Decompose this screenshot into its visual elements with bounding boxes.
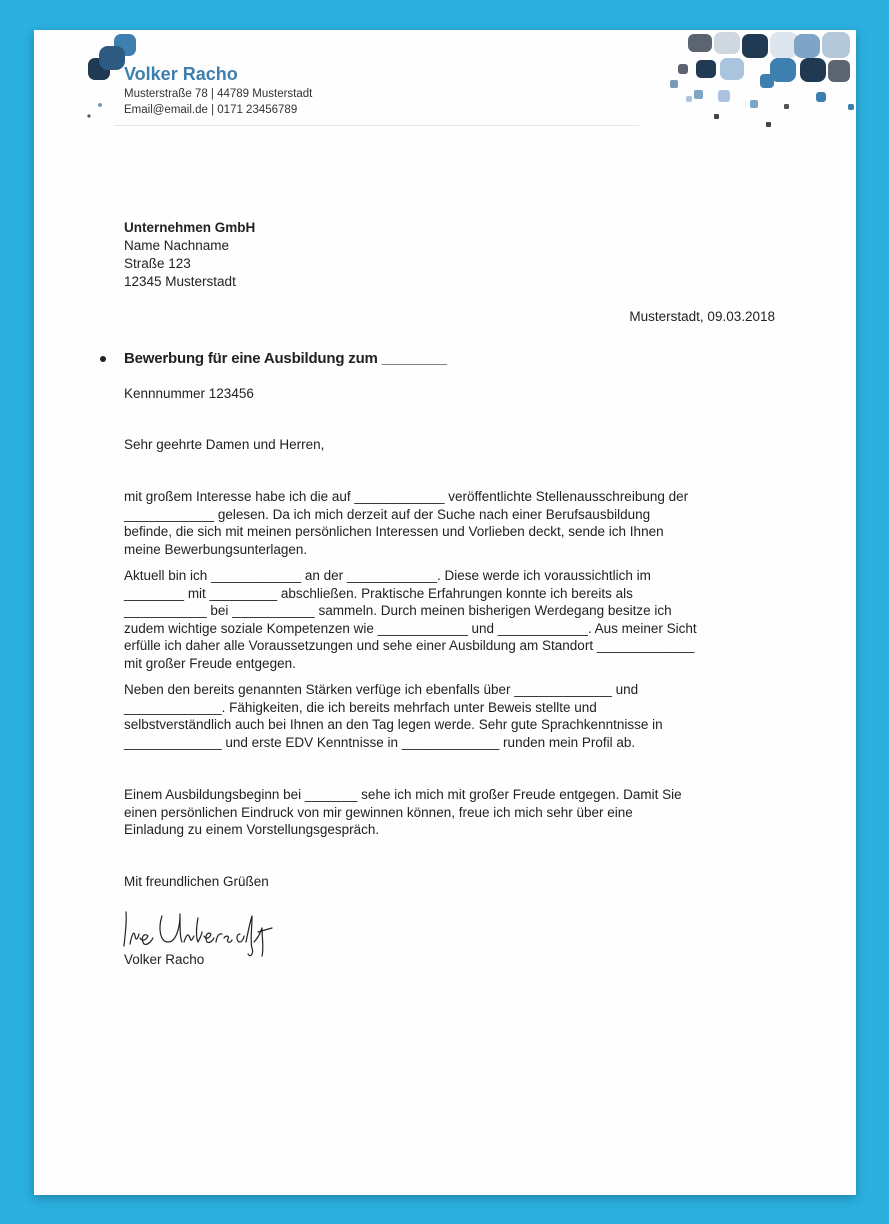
sender-contact: Email@email.de | 0171 23456789 — [124, 104, 298, 116]
header-divider — [114, 125, 639, 126]
letter-date: Musterstadt, 09.03.2018 — [629, 309, 775, 324]
text-line: ____________ gelesen. Da ich mich derzeit auf der Suche nach einer Berufsausbildung — [124, 506, 651, 522]
text-line: selbstverständlich auch bei Ihnen an den Tag legen werde. Sehr gute Sprachkenntnisse in — [124, 717, 663, 733]
signer-name: Volker Racho — [124, 952, 205, 967]
text-line: erfülle ich daher alle Voraussetzungen und sehe einer Ausbildung am Standort _____________ — [124, 638, 695, 654]
decorative-dots — [86, 102, 104, 122]
text-line: ________ mit _________ abschließen. Praktische Erfahrungen konnte ich bereits als — [124, 585, 633, 601]
text-line: Einem Ausbildungsbeginn bei _______ sehe ich mich mit großer Freude entgegen. Damit Sie — [124, 787, 682, 802]
subject-bullet — [100, 356, 106, 362]
letter-page — [34, 30, 856, 1195]
recipient-street: Straße 123 — [124, 256, 191, 271]
text-line: _____________. Fähigkeiten, die ich bereits mehrfach unter Beweis stellte und — [124, 699, 597, 715]
paragraph-skills — [124, 681, 784, 751]
text-line: meine Bewerbungsunterlagen. — [124, 541, 308, 557]
text-line: _____________ und erste EDV Kenntnisse in _____________ runden mein Profil ab. — [124, 734, 636, 750]
reference-number: Kennnummer 123456 — [124, 386, 254, 401]
text-line: Neben den bereits genannten Stärken verfüge ich ebenfalls über _____________ und — [124, 682, 639, 697]
closing-formula: Mit freundlichen Grüßen — [124, 874, 269, 889]
recipient-city: 12345 Musterstadt — [124, 274, 236, 289]
text-line: mit großer Freude entgegen. — [124, 655, 296, 671]
paragraph-experience — [124, 567, 784, 673]
paragraph-closing — [124, 786, 784, 839]
recipient-company: Unternehmen GmbH — [124, 220, 256, 235]
text-line: Aktuell bin ich ____________ an der ____________. Diese werde ich voraussichtlich im — [124, 568, 651, 583]
text-line: Einladung zu einem Vorstellungsgespräch. — [124, 822, 380, 838]
sender-address: Musterstraße 78 | 44789 Musterstadt — [124, 88, 313, 100]
text-line: ___________ bei ___________ sammeln. Durch meinen bisherigen Werdegang besitze ich — [124, 603, 672, 619]
paragraph-intro — [124, 488, 784, 558]
subject-line: Bewerbung für eine Ausbildung zum ________ — [124, 350, 447, 367]
sender-name: Volker Racho — [124, 64, 238, 84]
recipient-contact: Name Nachname — [124, 238, 230, 253]
decorative-pattern — [666, 30, 856, 130]
salutation: Sehr geehrte Damen und Herren, — [124, 437, 325, 452]
text-line: befinde, die sich mit meinen persönlichen Interessen und Vorlieben deckt, sende ich Ihnen — [124, 524, 664, 540]
text-line: einen persönlichen Eindruck von mir gewinnen können, freue ich mich sehr über eine — [124, 804, 633, 820]
text-line: mit großem Interesse habe ich die auf ____________ veröffentlichte Stellenausschreibung der — [124, 489, 689, 504]
text-line: zudem wichtige soziale Kompetenzen wie ____________ und ____________. Aus meiner Sicht — [124, 620, 697, 636]
